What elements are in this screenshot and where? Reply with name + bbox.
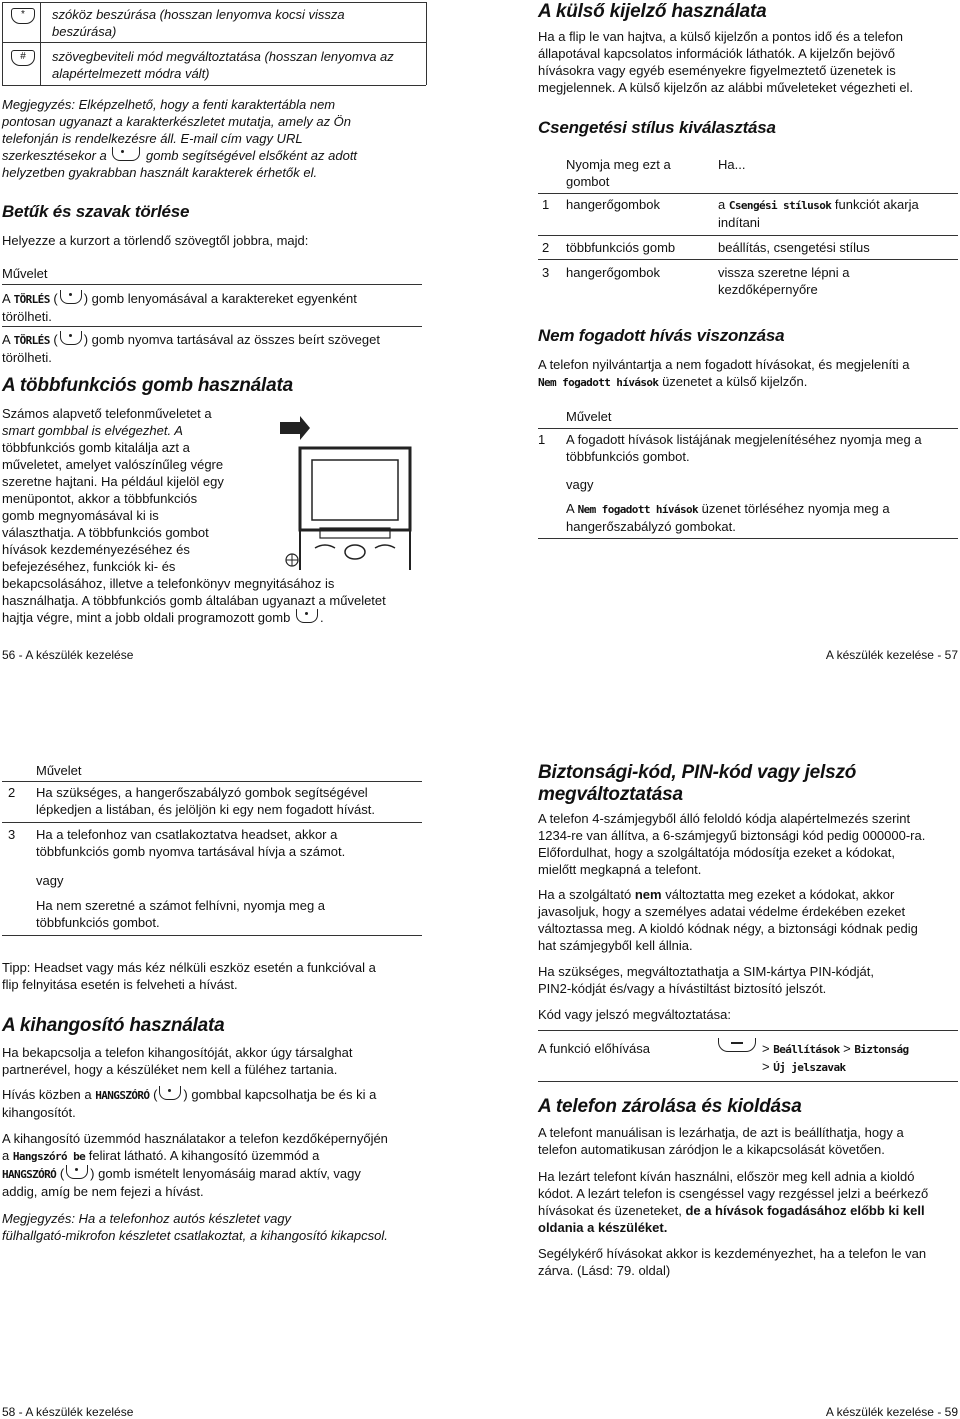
paragraph: A telefon 4-számjegyből álló feloldó kódja alapértelmezés szerint 1234-re van állítva, a 6-számjegyű biztonsági kód pedig 000000-ra. Előfordulhat, hogy a szolgáltatója módosítja ezeket a kódokat, mielőtt megkapná a telefont.	[538, 811, 926, 877]
step-number: 1	[538, 432, 546, 447]
section-title: A telefon zárolása és kioldása	[538, 1096, 802, 1117]
step-text: Ha nem szeretné a számot felhívni, nyomja meg a többfunkciós gombot.	[36, 898, 326, 930]
key2-description: szövegbeviteli mód megváltoztatása (hosszan lenyomva az alapértelmezett módra vált)	[52, 49, 394, 81]
or-label: vagy	[566, 477, 594, 492]
table-header: Ha...	[718, 157, 746, 172]
section-title: A külső kijelző használata	[538, 1, 767, 22]
menu-key-icon	[718, 1038, 756, 1052]
step-number: 3	[8, 827, 16, 842]
section-title: Nem fogadott hívás viszonzása	[538, 326, 785, 345]
soft-key-label: TÖRLÉS	[13, 334, 50, 347]
table-header: Művelet	[2, 266, 48, 281]
table-header: Nyomja meg ezt a gombot	[566, 157, 671, 189]
note-line: gomb segítségével elsőként az adott	[146, 148, 358, 163]
note-block: Megjegyzés: Ha a telefonhoz autós készletet vagy fülhallgató-mikrofon készletet csatlakoztat, a kihangosító kikapcsol.	[2, 1211, 388, 1243]
table-header: Művelet	[566, 409, 612, 424]
table-row: A TÖRLÉS ( ) gomb nyomva tartásával az összes beírt szöveget törölheti.	[2, 332, 380, 365]
one-key-icon	[112, 147, 140, 161]
paragraph: Segélykérő hívásokat akkor is kezdeményezhet, ha a telefon le van zárva. (Lásd: 79. oldal)	[538, 1246, 927, 1278]
speaker-key-icon	[159, 1086, 181, 1100]
note-line: szerkesztésekor a	[2, 148, 107, 163]
star-key-icon: *	[11, 8, 35, 24]
key1-description: szóköz beszúrása (hosszan lenyomva kocsi vissza beszúrása)	[52, 7, 345, 39]
hash-key-icon: #	[11, 50, 35, 66]
speaker-key-icon	[66, 1165, 88, 1179]
right-soft-key-icon	[296, 609, 318, 623]
paragraph: Kód vagy jelszó megváltoztatása:	[538, 1007, 731, 1022]
paragraph: Helyezze a kurzort a törlendő szövegtől jobbra, majd:	[2, 233, 309, 248]
paragraph: Hívás közben a HANGSZÓRÓ ( ) gombbal kapcsolhatja be és ki a kihangosítót.	[2, 1087, 377, 1120]
note-line: Megjegyzés: Elképzelhető, hogy a fenti karaktertábla nem	[2, 97, 336, 112]
page-footer: A készülék kezelése - 59	[825, 1405, 958, 1419]
multi-text: Számos alapvető telefonműveletet a smart gombbal is elvégezhet. A többfunkciós gomb kitalálja azt a műveletet, amelyet valószínűleg végre szeretne hajtani. Ha például kijelöl egy menüpontot, akkor a többfunkciós gomb megnyomásával ki is választhatja. A többfunkciós gombot hívások kezdeményezéséhez és befejezéséhez, funkciók ki- és bekapcsolásához, illetve a telefonkönyv megnyitásához is használhatja. A többfunkciós gomb általában ugyanazt a műveletet hajtja végre, mint a jobb oldali programozott gomb .	[2, 406, 386, 625]
tip: Tipp: Headset vagy más kéz nélküli eszköz esetén a funkcióval a flip felnyitása esetén is felveheti a hívást.	[2, 960, 376, 992]
page-footer: 56 - A készülék kezelése	[2, 648, 134, 662]
note-line: telefonján is rendelkezésre áll. E-mail cím vagy URL	[2, 131, 303, 146]
paragraph: A telefont manuálisan is lezárhatja, de azt is beállíthatja, hogy a telefon automatikusan záródjon le a kikapcsolását követően.	[538, 1125, 904, 1157]
menu-path: > Beállítások > Biztonság > Új jelszavak	[762, 1041, 909, 1074]
step-text: A Nem fogadott hívások üzenet törléséhez nyomja meg a hangerőszabályzó gombokat.	[566, 501, 890, 534]
section-title: Biztonsági-kód, PIN-kód vagy jelszó megváltoztatása	[538, 762, 857, 805]
section-title: Betűk és szavak törlése	[2, 202, 190, 221]
paragraph: A kihangosító üzemmód használatakor a telefon kezdőképernyőjén a Hangszóró be felirat látható. A kihangosító üzemmód a HANGSZÓRÓ ( ) gomb ismételt lenyomásáig marad aktív, vagy addig, amíg be nem fejezi a hívást.	[2, 1131, 388, 1199]
paragraph: Ha szükséges, megváltoztathatja a SIM-kártya PIN-kódját, PIN2-kódját és/vagy a hívástiltást biztosító jelszót.	[538, 964, 874, 996]
or-label: vagy	[36, 873, 64, 888]
section-title: A kihangosító használata	[2, 1015, 225, 1036]
paragraph: Ha lezárt telefont kíván használni, először meg kell adnia a kioldó kódot. A lezárt telefon is csengéssel vagy rezgéssel jelzi a beérkező hívásokat és üzeneteket, de a hívások fogadásához előbb ki kell oldania a készüléket.	[538, 1169, 929, 1235]
note-line: pontosan ugyanazt a karakterkészletet mutatja, amely az Ön	[2, 114, 352, 129]
func-label: A funkció előhívása	[538, 1041, 651, 1056]
page-footer: 58 - A készülék kezelése	[2, 1405, 134, 1419]
soft-key-icon	[60, 290, 82, 304]
section-title: A többfunkciós gomb használata	[2, 375, 293, 396]
table-header: Művelet	[36, 763, 82, 778]
soft-key-label: TÖRLÉS	[13, 293, 50, 306]
step-text: Ha szükséges, a hangerőszabályzó gombok segítségével lépkedjen a listában, és jelöljön ki egy nem fogadott hívást.	[36, 785, 375, 817]
page-footer: A készülék kezelése - 57	[825, 648, 958, 662]
soft-key-icon	[60, 331, 82, 345]
paragraph: Ha a szolgáltató nem változtatta meg ezeket a kódokat, akkor javasoljuk, hogy a személyes adatai védelme érdekében ezeket változtassa meg. A kioldó kódnak négy, a biztonsági kódnak pedig hat számjegyből kell állnia.	[538, 887, 918, 953]
note-block	[2, 96, 432, 181]
step-text: Ha a telefonhoz van csatlakoztatva headset, akkor a többfunkciós gomb nyomva tartásával hívja a számot.	[36, 827, 346, 859]
section-title: Csengetési stílus kiválasztása	[538, 118, 776, 137]
step-number: 2	[8, 785, 16, 800]
phone-illustration	[270, 410, 430, 580]
note-line: helyzetben gyakrabban használt karakterek érhetők el.	[2, 165, 318, 180]
paragraph: Ha bekapcsolja a telefon kihangosítóját, akkor úgy társalghat partnerével, hogy a készüléket nem kell a füléhez tartania.	[2, 1045, 353, 1077]
display-message: Nem fogadott hívások	[538, 376, 659, 389]
table-row: A TÖRLÉS ( ) gomb lenyomásával a karaktereket egyenként törölheti.	[2, 291, 357, 324]
paragraph: Ha a flip le van hajtva, a külső kijelzőn a pontos idő és a telefon állapotával kapcsolatos információk láthatók. A kijelzőn bejövő hívásokra vagy egyéb eseményekre figyelmeztető üzenetek is megjelennek. A külső kijelzőn az alábbi műveleteket végezheti el.	[538, 29, 914, 95]
paragraph: A telefon nyilvántartja a nem fogadott hívásokat, és megjeleníti a Nem fogadott hívások üzenetet a külső kijelzőn.	[538, 357, 910, 389]
step-text: A fogadott hívások listájának megjelenítéséhez nyomja meg a többfunkciós gombot.	[566, 432, 922, 464]
